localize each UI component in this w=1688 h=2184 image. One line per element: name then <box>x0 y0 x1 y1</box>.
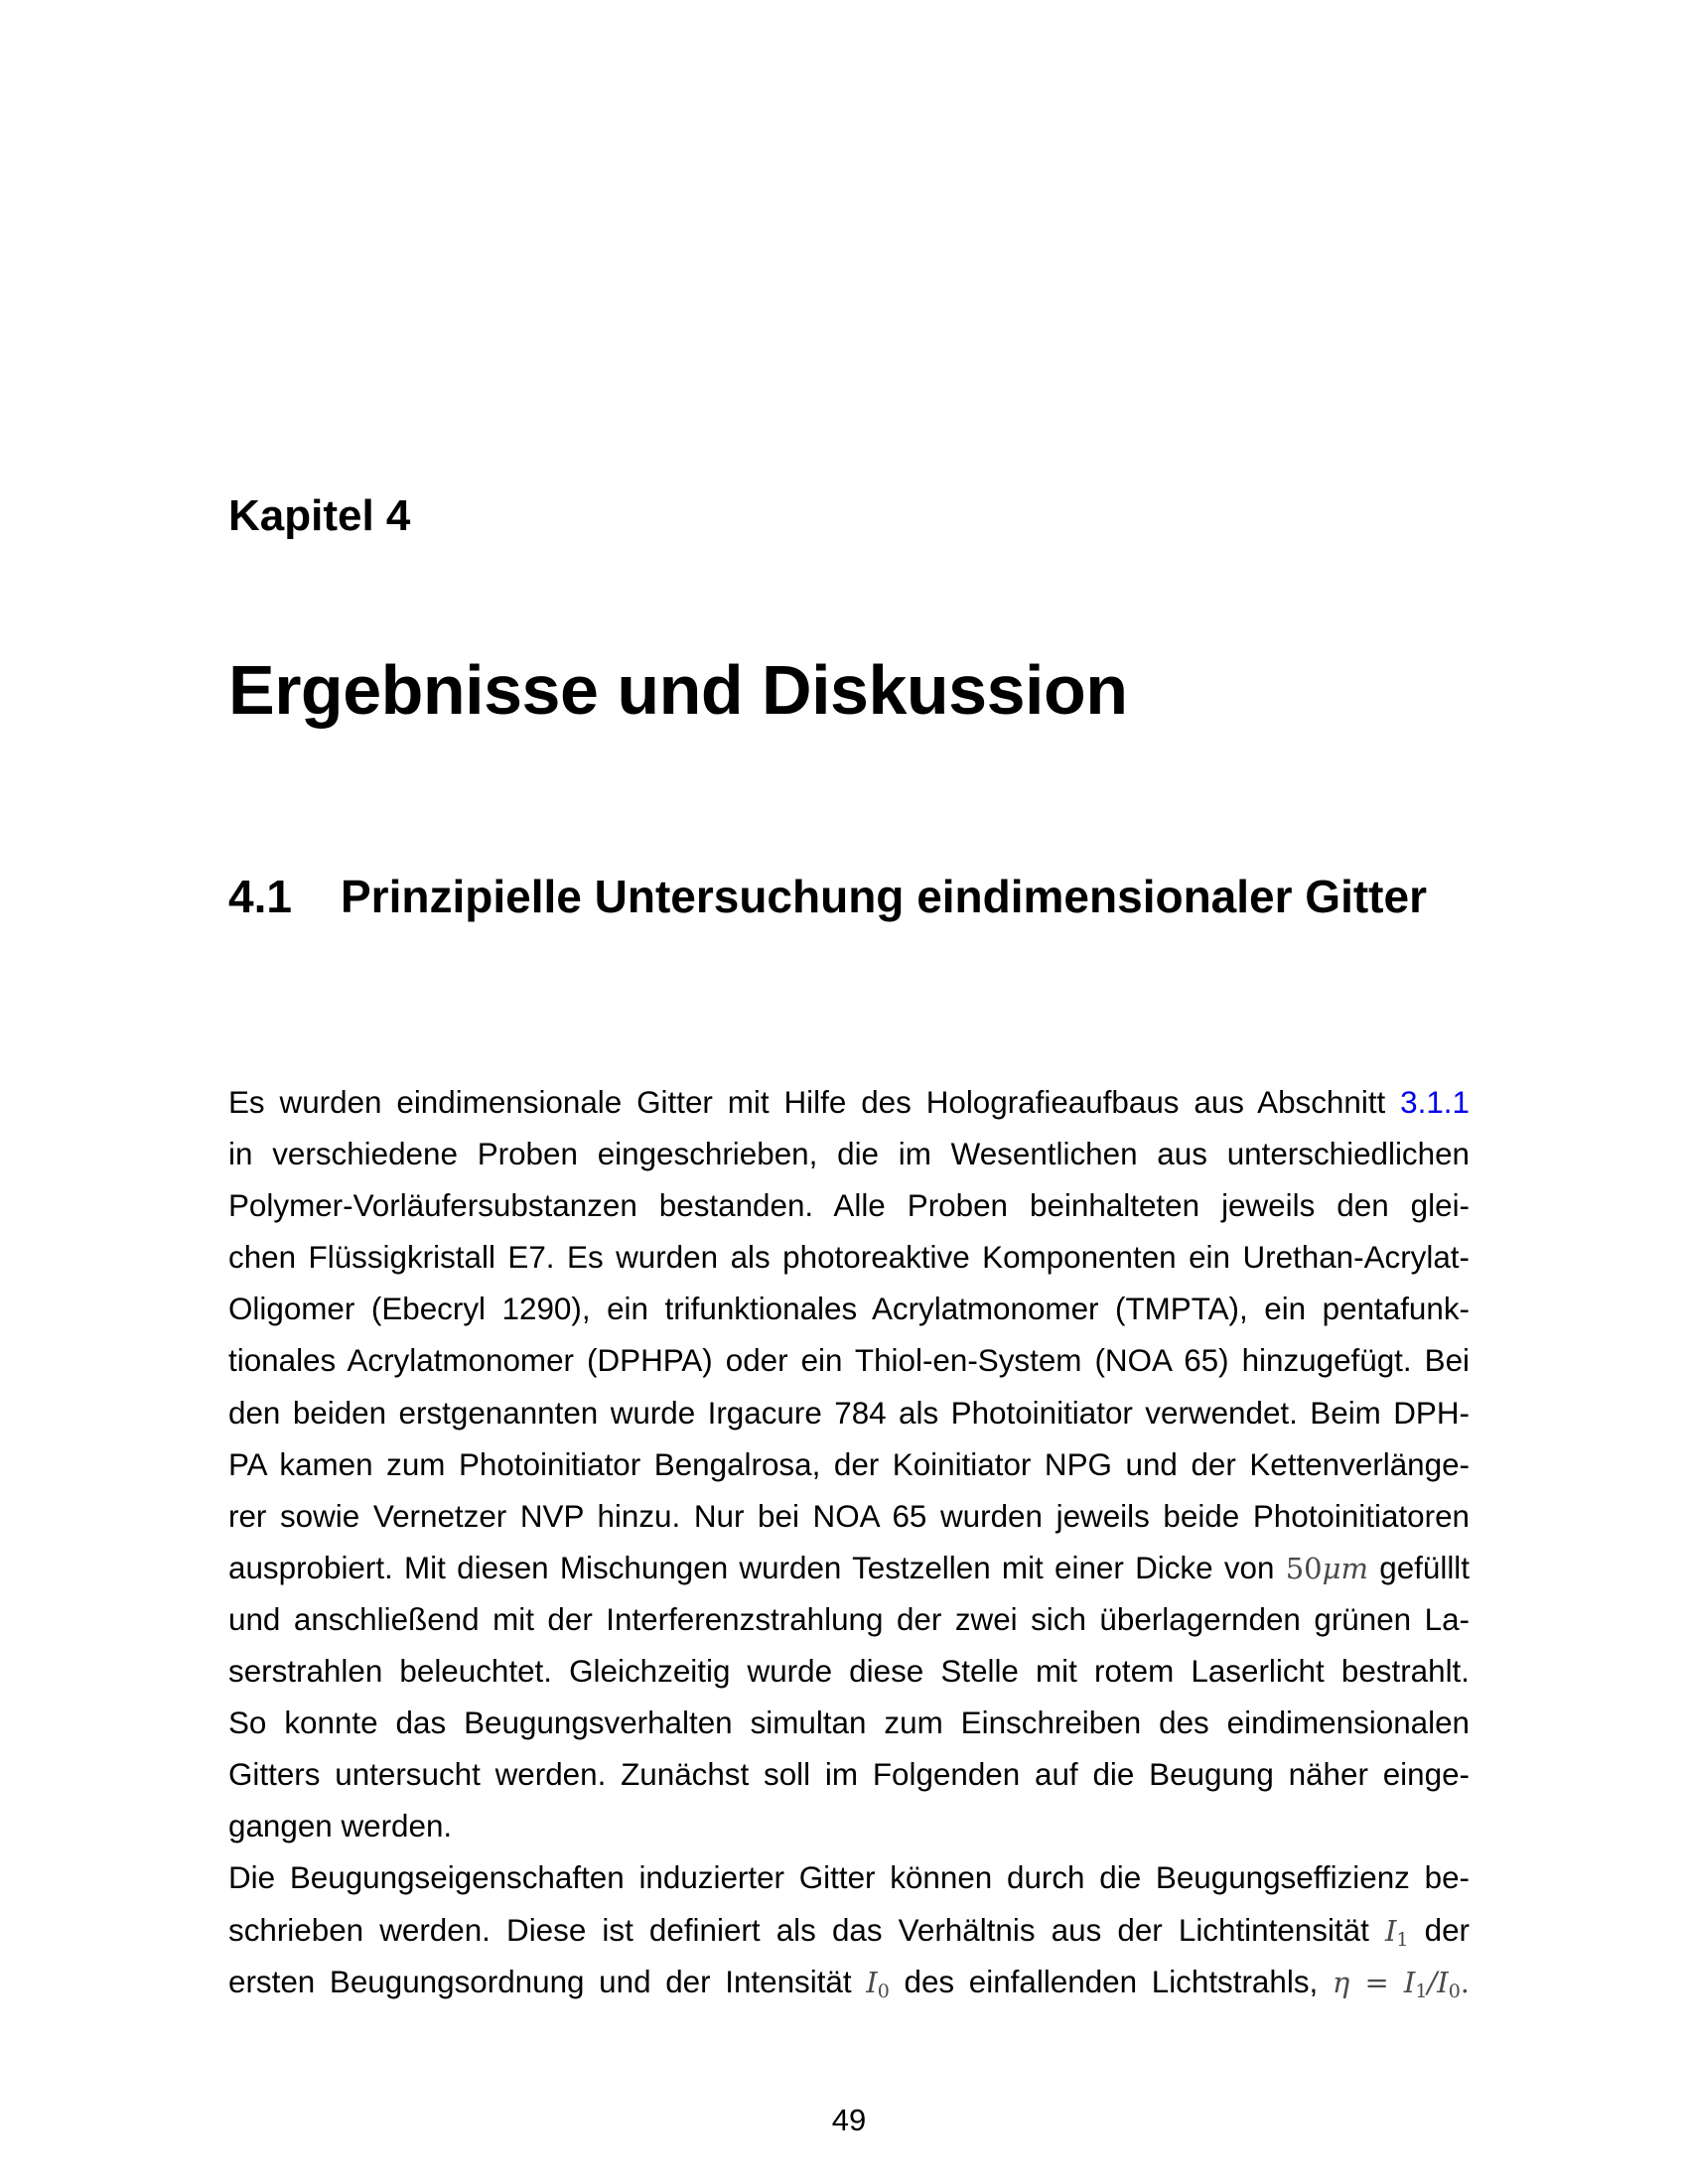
section-title: Prinzipielle Untersuchung eindimensionaler Gitter <box>341 871 1427 922</box>
paragraph-line <box>228 1905 1470 1957</box>
chapter-label: Kapitel 4 <box>228 491 411 540</box>
paragraph-line: chen Flüssigkristall E7. Es wurden als photoreaktive Komponenten ein Urethan-Acrylat- <box>228 1240 1470 1276</box>
paragraph-line: serstrahlen beleuchtet. Gleichzeitig wurde diese Stelle mit rotem Laserlicht bestrahlt. <box>228 1654 1470 1690</box>
line-text: des einfallenden Lichtstrahls, <box>889 1964 1333 1999</box>
line-text: schrieben werden. Diese ist definiert als das Verhältnis aus der Lichtintensität <box>228 1912 1385 1948</box>
line-text: Es wurden eindimensionale Gitter mit Hilfe des Holografieaufbaus aus Abschnitt <box>228 1085 1401 1120</box>
page-number: 49 <box>831 2103 867 2137</box>
paragraph-line <box>228 1077 1470 1129</box>
math-number: 50 <box>1285 1551 1323 1585</box>
paragraph-line: gangen werden. <box>228 1809 453 1844</box>
paragraph-line: Die Beugungseigenschaften induzierter Gitter können durch die Beugungseffizienz be- <box>228 1860 1470 1896</box>
paragraph-line: den beiden erstgenannten wurde Irgacure 784 als Photoinitiator verwendet. Beim DPH- <box>228 1395 1470 1431</box>
math-expression: η = I <box>1332 1965 1416 1999</box>
line-text: ausprobiert. Mit diesen Mischungen wurden Testzellen mit einer Dicke von <box>228 1550 1286 1585</box>
document-page <box>228 0 1470 2184</box>
math-period: . <box>1460 1965 1470 1999</box>
math-subscript: 0 <box>877 1979 890 2002</box>
math-symbol: I <box>1384 1913 1397 1948</box>
section-heading <box>228 870 1427 923</box>
math-expression: /I <box>1427 1965 1449 1999</box>
math-unit: μm <box>1322 1551 1368 1585</box>
paragraph-line: Oligomer (Ebecryl 1290), ein trifunktionales Acrylatmonomer (TMPTA), ein pentafunk- <box>228 1292 1470 1327</box>
math-intensity-incident <box>866 1965 890 2002</box>
chapter-title: Ergebnisse und Diskussion <box>228 651 1128 729</box>
paragraph-line <box>228 1543 1470 1594</box>
paragraph-line: Polymer-Vorläufersubstanzen bestanden. Alle Proben beinhalteten jeweils den glei- <box>228 1188 1470 1224</box>
math-intensity-first-order <box>1384 1913 1409 1951</box>
section-reference-link[interactable]: 3.1.1 <box>1400 1085 1470 1120</box>
line-text: der <box>1408 1912 1471 1948</box>
paragraph-line: und anschließend mit der Interferenzstrahlung der zwei sich überlagernden grünen La- <box>228 1601 1470 1637</box>
paragraph-line: PA kamen zum Photoinitiator Bengalrosa, der Koinitiator NPG und der Kettenverlänge- <box>228 1446 1470 1482</box>
math-subscript: 1 <box>1415 1979 1428 2002</box>
body-text <box>228 1077 1470 2008</box>
line-text: ersten Beugungsordnung und der Intensität <box>228 1964 867 1999</box>
paragraph-line: rer sowie Vernetzer NVP hinzu. Nur bei NOA 65 wurden jeweils beide Photoinitiatoren <box>228 1498 1470 1534</box>
line-text: gefülllt <box>1368 1550 1471 1585</box>
paragraph-line <box>228 1957 1470 2008</box>
math-symbol: I <box>866 1965 878 1999</box>
paragraph-line: Gitters untersucht werden. Zunächst soll im Folgenden auf die Beugung näher einge- <box>228 1757 1470 1793</box>
math-efficiency-formula <box>1332 1965 1470 2002</box>
math-thickness <box>1286 1552 1368 1585</box>
math-subscript: 0 <box>1448 1979 1461 2002</box>
section-number: 4.1 <box>228 871 292 922</box>
paragraph-line: in verschiedene Proben eingeschrieben, die im Wesentlichen aus unterschiedlichen <box>228 1137 1470 1172</box>
paragraph-line: So konnte das Beugungsverhalten simultan zum Einschreiben des eindimensionalen <box>228 1706 1470 1741</box>
math-subscript: 1 <box>1396 1928 1409 1951</box>
paragraph-line: tionales Acrylatmonomer (DPHPA) oder ein Thiol-en-System (NOA 65) hinzugefügt. Bei <box>228 1343 1470 1379</box>
